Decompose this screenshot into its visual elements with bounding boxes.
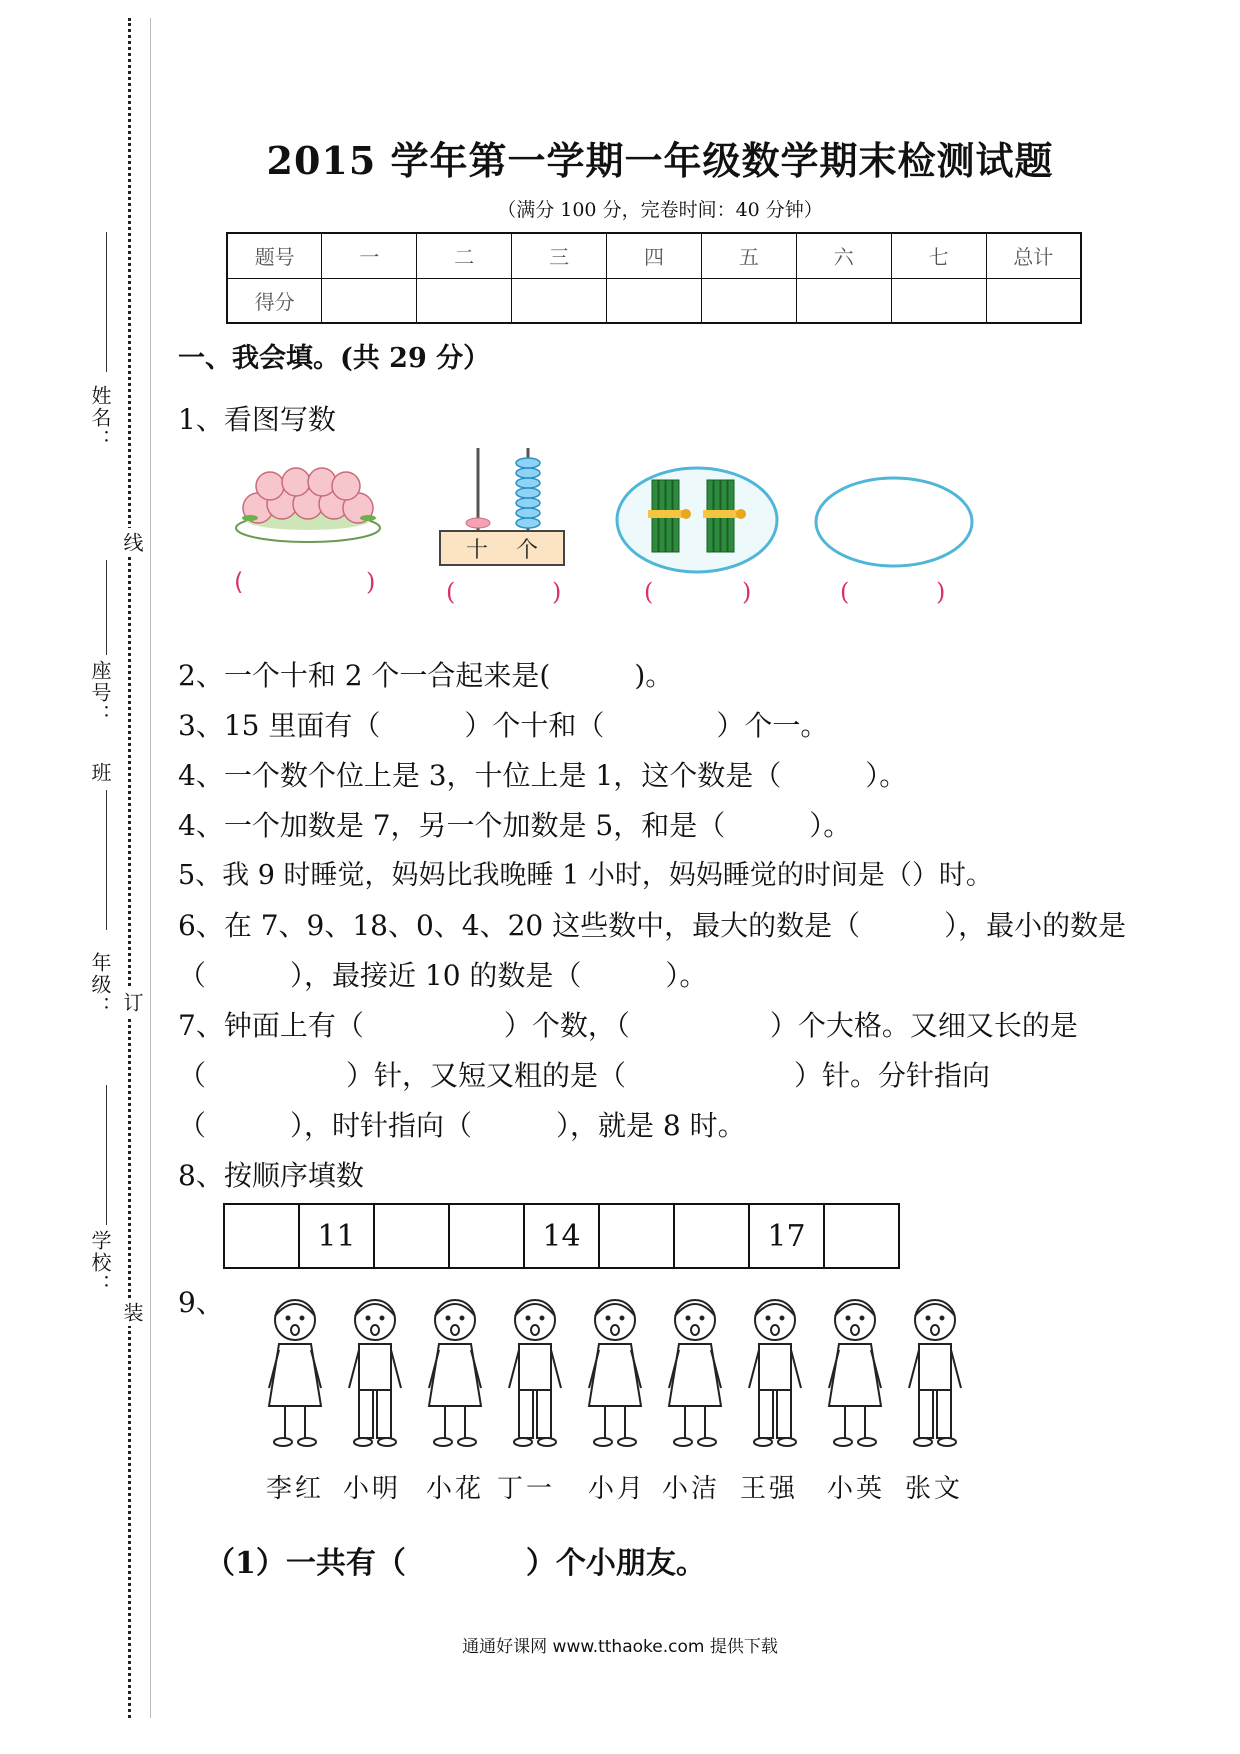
- bamboo-bundles-picture: [612, 462, 792, 627]
- answer-paren-open: (: [840, 578, 850, 606]
- seat-label: 座号：: [88, 660, 112, 726]
- exam-subtitle: （满分 100 分，完卷时间：40 分钟）: [497, 199, 823, 221]
- abacus-ones-label: 个: [516, 538, 539, 563]
- school-label: 学校：: [88, 1230, 112, 1296]
- score-table: [226, 232, 1082, 324]
- child-figure-icon: [669, 1300, 721, 1446]
- score-input-cell[interactable]: [607, 278, 702, 323]
- question-7: 7、钟面上有（ ）个数，（ ）个大格。又细又长的是（ ）针，又短又粗的是（ ）针。分针指向（ ），时针指向（ ），就是 8 时。: [178, 1009, 1078, 1142]
- abacus-icon: [436, 440, 571, 625]
- child-figure-icon: [749, 1300, 801, 1446]
- seat-underline: [106, 560, 107, 655]
- child-figure-icon: [909, 1300, 961, 1446]
- seal-char-zhuang: 装: [118, 1298, 147, 1326]
- children-names-row: [0, 1468, 1240, 1508]
- page-footer: 通通好课网 www.tthaoke.com 提供下载: [462, 1637, 778, 1657]
- question-9-part-1: （1）一共有（ ）个小朋友。: [205, 1546, 706, 1581]
- score-input-cell[interactable]: [322, 278, 417, 323]
- children-picture: [255, 1288, 975, 1458]
- answer-paren-close: ): [936, 578, 946, 606]
- score-cell: 得分: [227, 278, 322, 323]
- child-figure-icon: [589, 1300, 641, 1446]
- grade-underline: [106, 1085, 107, 1225]
- score-table-header-row: [227, 233, 1081, 278]
- score-cell: 题号: [227, 233, 322, 278]
- child-name: 小英: [827, 1474, 886, 1504]
- sequence-cell[interactable]: [449, 1204, 524, 1268]
- abacus-picture: [436, 440, 571, 605]
- sequence-cell[interactable]: [674, 1204, 749, 1268]
- score-table-score-row: [227, 278, 1081, 323]
- sequence-cell[interactable]: [224, 1204, 299, 1268]
- score-input-cell[interactable]: [986, 278, 1081, 323]
- binding-dotted-line: [128, 18, 131, 1718]
- page-title: 2015 学年第一学期一年级数学期末检测试题: [266, 138, 1054, 183]
- sequence-cell: 11: [299, 1204, 374, 1268]
- empty-oval-icon: [814, 470, 984, 635]
- child-name: 小月: [588, 1474, 647, 1504]
- score-input-cell[interactable]: [891, 278, 986, 323]
- seal-char-xian: 线: [118, 528, 147, 556]
- score-cell: 二: [417, 233, 512, 278]
- abacus-tens-label: 十: [466, 538, 489, 563]
- sequence-cell: 14: [524, 1204, 599, 1268]
- answer-paren-open: (: [644, 578, 654, 606]
- section-heading: 一、我会填。(共 29 分）: [178, 343, 491, 374]
- sequence-cell[interactable]: [824, 1204, 899, 1268]
- score-cell: 三: [512, 233, 607, 278]
- child-name: 小明: [343, 1474, 402, 1504]
- peaches-picture: [220, 460, 400, 625]
- sequence-cell[interactable]: [374, 1204, 449, 1268]
- question-3: 3、15 里面有（ ）个十和（ ）个一。: [178, 709, 829, 742]
- question-1: 1、看图写数: [178, 403, 336, 436]
- score-cell: 总计: [986, 233, 1081, 278]
- question-2: 2、一个十和 2 个一合起来是( )。: [178, 659, 674, 692]
- child-figure-icon: [349, 1300, 401, 1446]
- answer-paren-close: ): [742, 578, 752, 606]
- name-label: 姓名：: [88, 385, 112, 451]
- seal-char-ding: 订: [118, 988, 147, 1016]
- child-name: 王强: [740, 1474, 799, 1504]
- question-4a: 4、一个数个位上是 3，十位上是 1，这个数是（ ）。: [178, 759, 908, 792]
- question-5: 5、我 9 时睡觉，妈妈比我晚睡 1 小时，妈妈睡觉的时间是（）时。: [178, 860, 993, 891]
- child-name: 李红: [266, 1474, 325, 1504]
- score-input-cell[interactable]: [417, 278, 512, 323]
- child-figure-icon: [269, 1300, 321, 1446]
- score-cell: 六: [796, 233, 891, 278]
- number-sequence-table: [223, 1203, 900, 1269]
- score-cell: 一: [322, 233, 417, 278]
- name-underline: [106, 232, 107, 372]
- child-name: 小花: [426, 1474, 485, 1504]
- answer-paren-open: (: [446, 578, 456, 606]
- class-underline: [106, 790, 107, 930]
- answer-paren-close: ): [366, 568, 376, 596]
- child-figure-icon: [509, 1300, 561, 1446]
- child-name: 张文: [905, 1474, 964, 1504]
- question-9: 9、: [178, 1286, 224, 1319]
- question-6: 6、在 7、9、18、0、4、20 这些数中，最大的数是（ ），最小的数是（ ），最接近 10 的数是（ ）。: [178, 909, 1127, 992]
- score-cell: 七: [891, 233, 986, 278]
- sequence-cell: 17: [749, 1204, 824, 1268]
- score-input-cell[interactable]: [796, 278, 891, 323]
- score-input-cell[interactable]: [701, 278, 796, 323]
- child-name: 丁一: [497, 1474, 556, 1504]
- class-label: 班: [88, 762, 112, 784]
- child-name: 小洁: [662, 1474, 721, 1504]
- score-cell: 四: [607, 233, 702, 278]
- score-input-cell[interactable]: [512, 278, 607, 323]
- score-cell: 五: [701, 233, 796, 278]
- bamboo-bundles-icon: [612, 462, 792, 627]
- empty-oval-picture: [814, 470, 984, 635]
- child-figure-icon: [829, 1300, 881, 1446]
- binding-margin-line: [150, 18, 151, 1718]
- peach-plate-icon: [220, 460, 400, 625]
- children-line-drawing-icon: [255, 1288, 975, 1458]
- answer-paren-open: (: [234, 568, 244, 596]
- question-4b: 4、一个加数是 7，另一个加数是 5，和是（ ）。: [178, 809, 852, 842]
- child-figure-icon: [429, 1300, 481, 1446]
- grade-label: 年级：: [88, 952, 112, 1018]
- question-8: 8、按顺序填数: [178, 1159, 364, 1192]
- answer-paren-close: ): [552, 578, 562, 606]
- sequence-cell[interactable]: [599, 1204, 674, 1268]
